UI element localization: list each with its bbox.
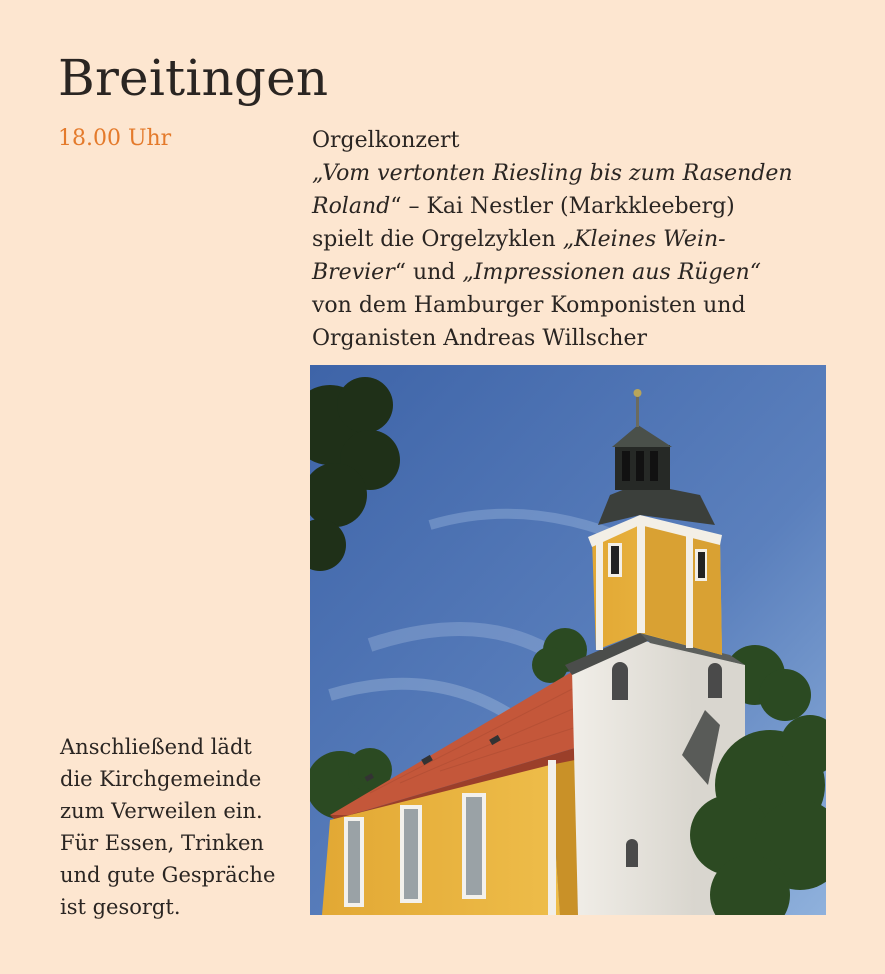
event-title-part: „Vom vertonten Riesling bis zum Rasenden [312, 161, 793, 186]
event-text: “ und [394, 260, 463, 285]
event-time: 18.00 Uhr [58, 126, 172, 151]
event-line-2 [312, 190, 852, 223]
event-title-part: Roland [312, 194, 391, 219]
note-line: Für Essen, Trinken [60, 831, 264, 855]
event-description [312, 124, 852, 355]
church-photo [310, 365, 826, 915]
event-line-3 [312, 223, 852, 256]
note-line: Anschließend lädt [60, 735, 252, 759]
event-line-6: Organisten Andreas Willscher [312, 326, 647, 351]
event-line-5: von dem Hamburger Komponisten und [312, 293, 746, 318]
work-title-part: „Impressionen aus Rügen“ [462, 260, 761, 285]
event-text: “ – Kai Nestler (Markkleeberg) [390, 194, 735, 219]
event-line-1 [312, 157, 852, 190]
event-type: Orgelkonzert [312, 128, 460, 153]
church-illustration [310, 365, 826, 915]
note-line: die Kirchgemeinde [60, 767, 262, 791]
page-title: Breitingen [58, 49, 329, 107]
work-title-part: Brevier [312, 260, 395, 285]
event-line-4 [312, 256, 852, 289]
closing-note [60, 731, 300, 923]
tower-spire [636, 395, 639, 427]
note-line: zum Verweilen ein. [60, 799, 263, 823]
event-text: spielt die Orgelzyklen [312, 227, 563, 252]
note-line: ist gesorgt. [60, 895, 181, 919]
work-title-part: „Kleines Wein- [562, 227, 726, 252]
note-line: und gute Gespräche [60, 863, 276, 887]
